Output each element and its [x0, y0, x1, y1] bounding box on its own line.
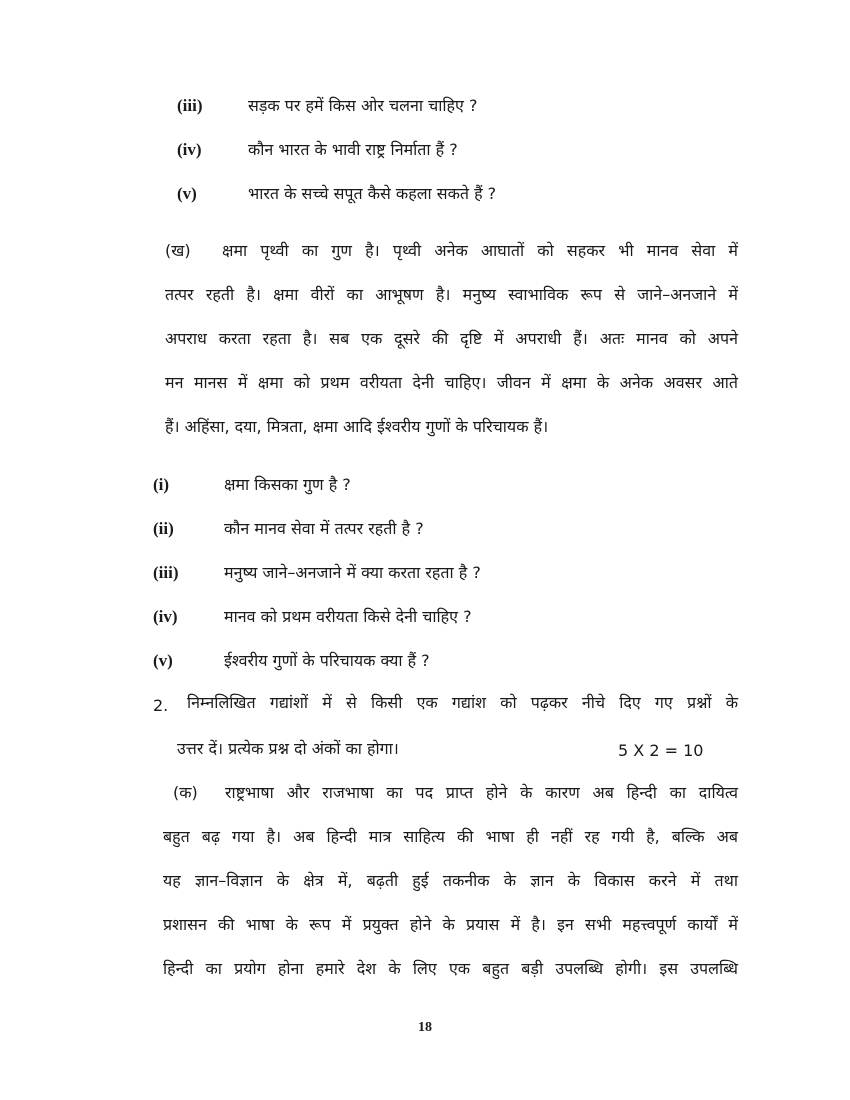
passage-line: हिन्दी का प्रयोग होना हमारे देश के लिए एक बहुत बड़ी उपलब्धि होगी। इस उपलब्धि — [163, 959, 738, 978]
passage-line: तत्पर रहती है। क्षमा वीरों का आभूषण है। मनुष्य स्वाभाविक रूप से जाने–अनजाने में — [165, 285, 738, 304]
passage-line: प्रशासन की भाषा के रूप में प्रयुक्त होने के प्रयास में है। इन सभी महत्त्वपूर्ण कार्यों में — [163, 915, 738, 934]
marks-allocation: 5 X 2 = 10 — [618, 741, 704, 760]
passage-line: हैं। अहिंसा, दया, मित्रता, क्षमा आदि ईश्वरीय गुणों के परिचायक हैं। — [165, 417, 549, 436]
question-number: (ii) — [153, 519, 174, 538]
question-text: कौन मानव सेवा में तत्पर रहती है ? — [224, 519, 424, 538]
subq-text: कौन भारत के भावी राष्ट्र निर्माता हैं ? — [248, 140, 458, 159]
question-text: ईश्वरीय गुणों के परिचायक क्या हैं ? — [224, 651, 430, 670]
question-text: मानव को प्रथम वरीयता किसे देनी चाहिए ? — [224, 607, 472, 626]
passage-line: राष्ट्रभाषा और राजभाषा का पद प्राप्त होने के कारण अब हिन्दी का दायित्व — [225, 783, 738, 802]
question-text: क्षमा किसका गुण है ? — [224, 475, 351, 494]
passage-line: बहुत बढ़ गया है। अब हिन्दी मात्र साहित्य की भाषा ही नहीं रह गयी है, बल्कि अब — [163, 827, 738, 846]
subq-number: (v) — [177, 184, 197, 203]
passage-line: क्षमा पृथ्वी का गुण है। पृथ्वी अनेक आघातों को सहकर भी मानव सेवा में — [222, 241, 738, 260]
question-text: मनुष्य जाने–अनजाने में क्या करता रहता है ? — [224, 563, 481, 582]
question-number: (iii) — [153, 563, 179, 582]
question-number: (v) — [153, 651, 173, 670]
subq-number: (iii) — [177, 96, 203, 115]
passage-line: अपराध करता रहता है। सब एक दूसरे की दृष्टि में अपराधी हैं। अतः मानव को अपने — [165, 329, 738, 348]
subq-text: भारत के सच्चे सपूत कैसे कहला सकते हैं ? — [248, 184, 497, 203]
passage-label: (क) — [173, 783, 198, 802]
subq-text: सड़क पर हमें किस ओर चलना चाहिए ? — [248, 96, 478, 115]
passage-line: यह ज्ञान–विज्ञान के क्षेत्र में, बढ़ती हुई तकनीक के ज्ञान के विकास करने में तथा — [163, 871, 738, 890]
question-number: (i) — [153, 475, 170, 494]
question-2-instruction: निम्नलिखित गद्यांशों में से किसी एक गद्यांश को पढ़कर नीचे दिए गए प्रश्नों के — [187, 693, 738, 712]
subq-number: (iv) — [177, 140, 202, 159]
page-number: 18 — [418, 1020, 432, 1035]
question-2-number: 2. — [153, 696, 169, 715]
passage-label: (ख) — [165, 241, 191, 260]
passage-line: मन मानस में क्षमा को प्रथम वरीयता देनी चाहिए। जीवन में क्षमा के अनेक अवसर आते — [165, 373, 738, 392]
question-number: (iv) — [153, 607, 178, 626]
question-2-instruction-cont: उत्तर दें। प्रत्येक प्रश्न दो अंकों का होगा। — [177, 739, 399, 758]
